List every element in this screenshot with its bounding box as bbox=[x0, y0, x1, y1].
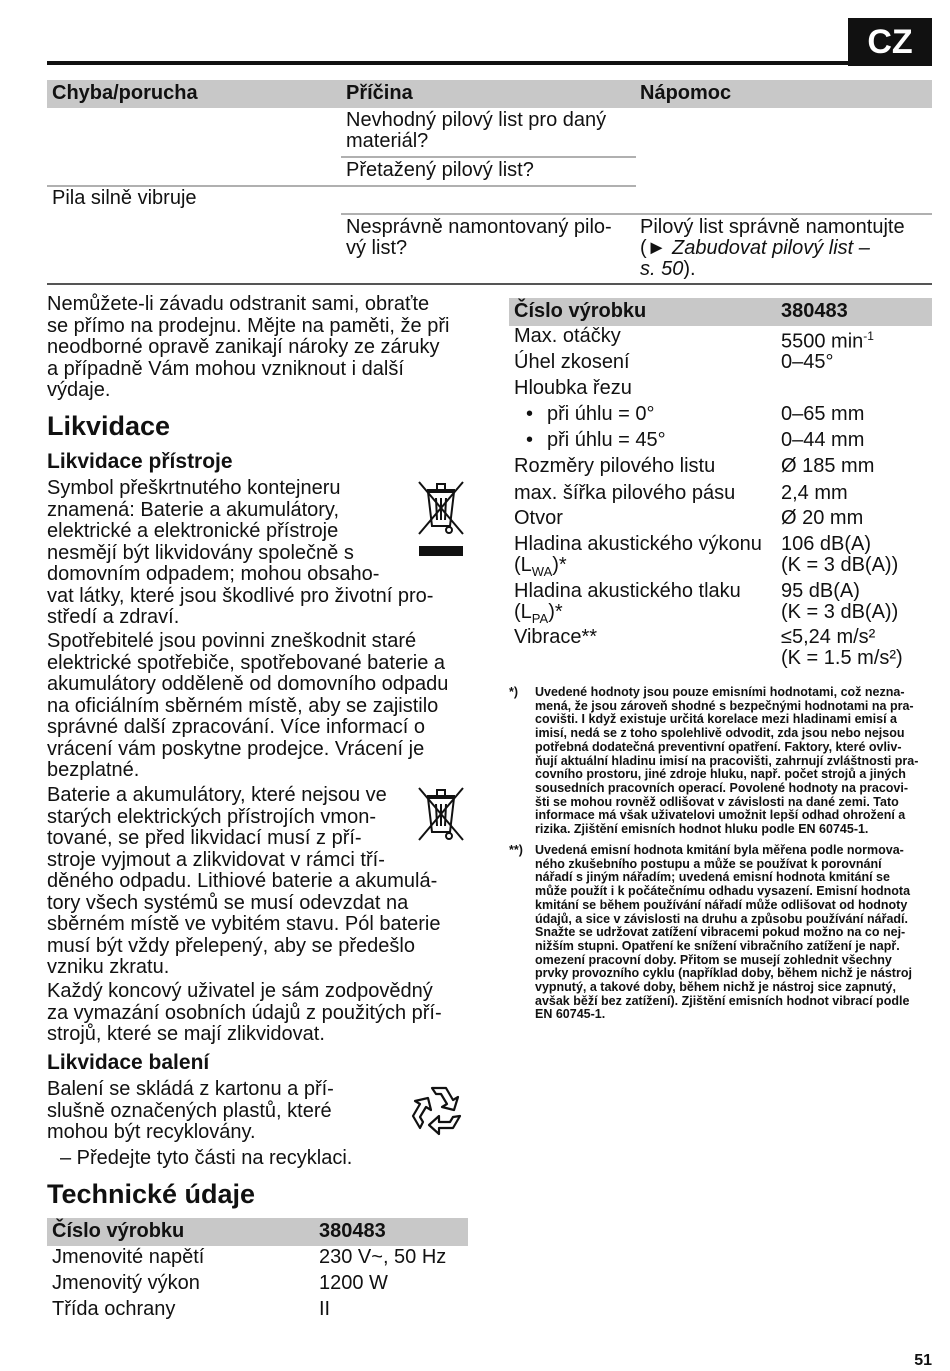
trouble-table-header bbox=[47, 80, 932, 108]
footnote-2 bbox=[509, 844, 932, 1034]
spec-value: 1200 W bbox=[319, 1272, 388, 1294]
spec-label: Hladina akustického tlaku $(L_{PA})*$ bbox=[514, 580, 741, 626]
cause-2: Přetažený pilový list? bbox=[346, 159, 534, 181]
device-paragraph-3: Baterie a akumulátory, které nejsou ve starých elektrických přístrojích vmon- tované, se před likvidací musí z pří- stroje vyjmout a zlikvidovat v rámci tří- děného odpadu. Lithiové baterie a akumulá- tory všech systémů se musí odevzdat na sběrném místě ve vybitém stavu. Pól baterie musí být vždy přelepený, aby se předešlo vzniku zkratu. bbox=[47, 784, 441, 978]
bullet-icon: • bbox=[526, 403, 534, 425]
spec-value: 5500 $\min^{-1}$ bbox=[781, 329, 874, 353]
spec-label: Hladina akustického výkonu $(L_{WA})*$ bbox=[514, 533, 762, 579]
header-fault: Chyba/porucha bbox=[52, 82, 198, 104]
spec-value: ≤5,24 m/s² (K = 1.5 m/s²) bbox=[781, 626, 903, 669]
packaging-paragraph: Balení se skládá z kartonu a pří- slušně označených plastů, které mohou být recyklovány. bbox=[47, 1078, 334, 1143]
cause-divider bbox=[341, 213, 932, 215]
cross-reference-link[interactable]: Zabudovat pilový list – bbox=[666, 237, 870, 259]
footnote-text: Uvedené hodnoty jsou pouze emisními hodnotami, což nezna- mená, že jsou zároveň shodné s bezpečnými hodnotami na pra- covišti. I když existuje určitá korelace mezi hladinami emisí a imisí, nedá se z toho spolehlivě odvodit, zda jsou nebo nejsou potřebná dodatečná preventivní opatření. Faktory, které ovliv- ňují aktuální hladinu imisí na pracovišti, zahrnují zvláštnosti pra- covního prostoru, jiné zdroje hluku, např. počet strojů a jiných sousedních pracovních operací. Povolené hodnoty na pracovi- šti se mohou rovněž odlišovat v závislosti na dané zemi. Tato informace má však uživatelovi umožnit lepší odhad ohrožení a rizika. Zjištění emisních hodnot hluku podle EN 60745-1. bbox=[535, 685, 919, 837]
intro-paragraph: Nemůžete-li závadu odstranit sami, obraťte se přímo na prodejnu. Mějte na paměti, že při neodborné opravě zanikají nároky ze záruky a případně Vám mohou vzniknout i další výdaje. bbox=[47, 293, 450, 401]
footnote-text: Uvedená emisní hodnota kmitání byla měřena podle normova- ného zkušebního postupu a může se používat k porovnání nářadí s jiným nářadím; uvedená emisní hodnota kmitání se může použít i k počátečnímu odhadu vysazení. Emisní hodnota kmitání se během používání nářadí může odlišovat od hodnoty údajů, a sice v závislosti na druhu a způsobu používání nářadí. Snažte se udržovat zatížení vibracemi pokud možno na co nej- nižším stupni. Opatření ke snížení vibračního zatížení je např. omezení pracovní doby. Přitom se musejí zohlednit všechny prvky provozního cyklu (například doby, během nichž je nástroj vypnutý, a takové doby, během nichž je nástroj sice zapnutý, avšak běží bez zatížení). Zjištění emisních hodnot vibrací podle EN 60745-1. bbox=[535, 843, 912, 1022]
spec-label: Jmenovitý výkon bbox=[52, 1272, 200, 1294]
device-paragraph-1: Symbol přeškrtnutého kontejneru znamená: Baterie a akumulátory, elektrické a elektronické přístroje nesmějí být likvidovány společně s domovním odpadem; mohou obsaho- vat látky, které jsou škodlivé pro životní pro- středí a zdraví. bbox=[47, 477, 434, 628]
spec-label: při úhlu = 45° bbox=[547, 429, 666, 451]
section-title-disposal: Likvidace bbox=[47, 411, 171, 441]
subsection-packaging-disposal: Likvidace balení bbox=[47, 1051, 210, 1074]
device-paragraph-2: Spotřebitelé jsou povinni zneškodnit staré elektrické spotřebiče, spotřebované baterie a akumulátory odděleně od domovního odpadu na oficiálním sběrném místě, aby se zajistilo správné další zpracování. Více informací o vrácení vám poskytne prodejce. Vrácení je bezplatné. bbox=[47, 630, 449, 781]
spec-label: Třída ochrany bbox=[52, 1298, 176, 1320]
header-label: Číslo výrobku bbox=[52, 1220, 185, 1242]
header-remedy: Nápomoc bbox=[640, 82, 732, 104]
language-tab: CZ bbox=[848, 18, 932, 66]
tech-table-1-header bbox=[47, 1218, 468, 1246]
footnote-mark: **) bbox=[509, 843, 523, 857]
spec-value: 95 dB(A) (K = 3 dB(A)) bbox=[781, 580, 899, 623]
spec-value: II bbox=[319, 1298, 331, 1320]
crossed-out-wheeled-bin-icon bbox=[413, 480, 469, 560]
top-rule bbox=[47, 61, 932, 65]
spec-value: 230 V~, 50 Hz bbox=[319, 1246, 447, 1268]
spec-value: 0–44 mm bbox=[781, 429, 865, 451]
page-reference[interactable]: s. 50 bbox=[640, 258, 684, 280]
fault-text: Pila silně vibruje bbox=[52, 187, 197, 209]
packaging-bullet: – Předejte tyto části na recyklaci. bbox=[60, 1147, 353, 1169]
spec-label: max. šířka pilového pásu bbox=[514, 482, 736, 504]
bullet-icon: • bbox=[526, 429, 534, 451]
crossed-out-wheeled-bin-icon bbox=[413, 786, 469, 844]
arrow-icon: ► bbox=[646, 237, 667, 259]
spec-label: Vibrace** bbox=[514, 626, 598, 648]
header-cause: Příčina bbox=[346, 82, 413, 104]
spec-label: Max. otáčky bbox=[514, 325, 621, 347]
cause-1: Nevhodný pilový list pro daný materiál? bbox=[346, 109, 607, 152]
subsection-device-disposal: Likvidace přístroje bbox=[47, 450, 233, 473]
spec-label: Rozměry pilového listu bbox=[514, 455, 716, 477]
header-value: 380483 bbox=[781, 300, 848, 322]
spec-label: při úhlu = 0° bbox=[547, 403, 655, 425]
spec-value: Ø 185 mm bbox=[781, 455, 875, 477]
spec-value: 106 dB(A) (K = 3 dB(A)) bbox=[781, 533, 899, 576]
cause-divider bbox=[341, 156, 636, 158]
spec-value: 2,4 mm bbox=[781, 482, 848, 504]
section-title-tech: Technické údaje bbox=[47, 1179, 256, 1209]
cause-3: Nesprávně namontovaný pilo- vý list? bbox=[346, 216, 612, 259]
spec-value: 0–45° bbox=[781, 351, 834, 373]
spec-label: Otvor bbox=[514, 507, 563, 529]
header-label: Číslo výrobku bbox=[514, 300, 647, 322]
spec-value: Ø 20 mm bbox=[781, 507, 864, 529]
device-paragraph-4: Každý koncový uživatel je sám zodpovědný za vymazání osobních údajů z použitých pří- strojů, které se mají zlikvidovat. bbox=[47, 980, 442, 1045]
spec-label: Jmenovité napětí bbox=[52, 1246, 205, 1268]
table-bottom-rule bbox=[47, 283, 932, 285]
remedy-text: Pilový list správně namontujte (► Zabudovat pilový list – s. 50). bbox=[640, 216, 905, 280]
page-number: 51 bbox=[914, 1352, 932, 1369]
spec-label: Úhel zkosení bbox=[514, 351, 630, 373]
recycling-symbol-icon bbox=[408, 1080, 470, 1142]
spec-label: Hloubka řezu bbox=[514, 377, 632, 399]
footnote-1 bbox=[509, 686, 932, 846]
header-value: 380483 bbox=[319, 1220, 386, 1242]
tech-table-2-header bbox=[509, 298, 932, 326]
spec-value: 0–65 mm bbox=[781, 403, 865, 425]
footnote-mark: *) bbox=[509, 685, 519, 699]
